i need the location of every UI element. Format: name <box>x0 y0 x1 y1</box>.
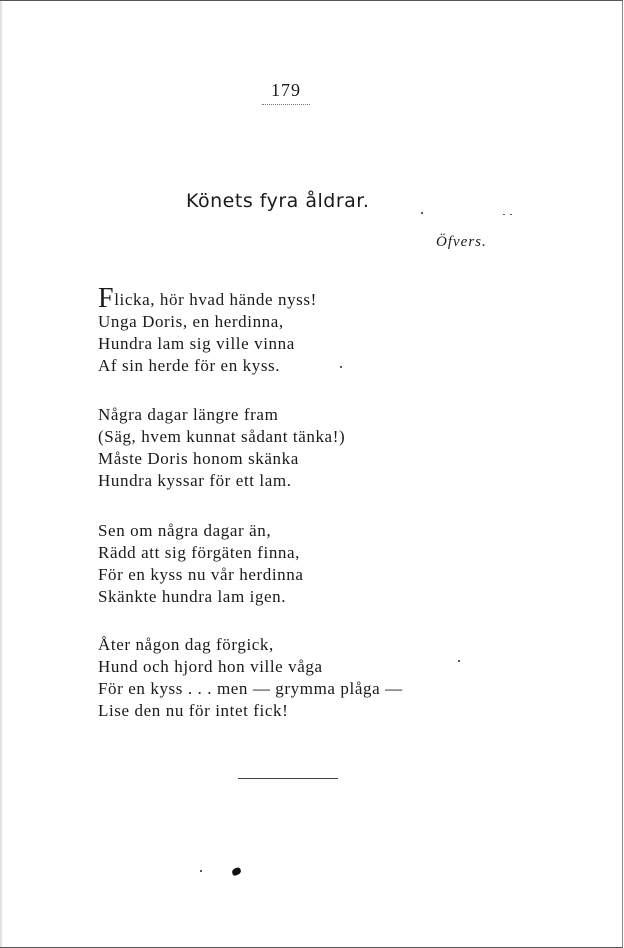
print-speck <box>421 212 423 214</box>
stanza <box>98 520 304 608</box>
stanza <box>98 283 317 377</box>
verse-line: Sen om några dagar än, <box>98 521 272 540</box>
poem-title: Könets fyra åldrar. <box>186 190 370 212</box>
print-speck <box>503 214 505 215</box>
stanza <box>98 634 403 722</box>
verse-line: Flicka, hör hvad hände nyss! <box>98 283 317 314</box>
verse-line: Åter någon dag förgick, <box>98 635 274 654</box>
print-speck <box>510 214 512 215</box>
poem-attribution: Öfvers. <box>436 234 487 250</box>
verse-line: Några dagar längre fram <box>98 405 279 424</box>
page-number-rule <box>262 104 310 105</box>
drop-initial: F <box>98 283 115 314</box>
verse-line: Lise den nu för intet fick! <box>98 701 289 720</box>
verse-line: Unga Doris, en herdinna, <box>98 312 284 331</box>
page-number: 179 <box>271 80 301 100</box>
verse-line: Måste Doris honom skänka <box>98 449 299 468</box>
print-speck <box>340 366 342 368</box>
verse-line: Af sin herde för en kyss. <box>98 356 281 375</box>
verse-line: För en kyss . . . men — grymma plåga — <box>98 679 403 698</box>
verse-line: Hundra kyssar för ett lam. <box>98 471 292 490</box>
verse-line: (Säg, hvem kunnat sådant tänka!) <box>98 427 346 446</box>
verse-line: Hund och hjord hon ville våga <box>98 657 323 676</box>
print-speck <box>458 660 460 662</box>
print-speck <box>200 870 202 872</box>
verse-line: Rädd att sig förgäten finna, <box>98 543 301 562</box>
stanza <box>98 404 345 492</box>
verse-line: För en kyss nu vår herdinna <box>98 565 304 584</box>
verse-line: Hundra lam sig ville vinna <box>98 334 295 353</box>
verse-line: Skänkte hundra lam igen. <box>98 587 287 606</box>
end-rule <box>238 778 338 779</box>
